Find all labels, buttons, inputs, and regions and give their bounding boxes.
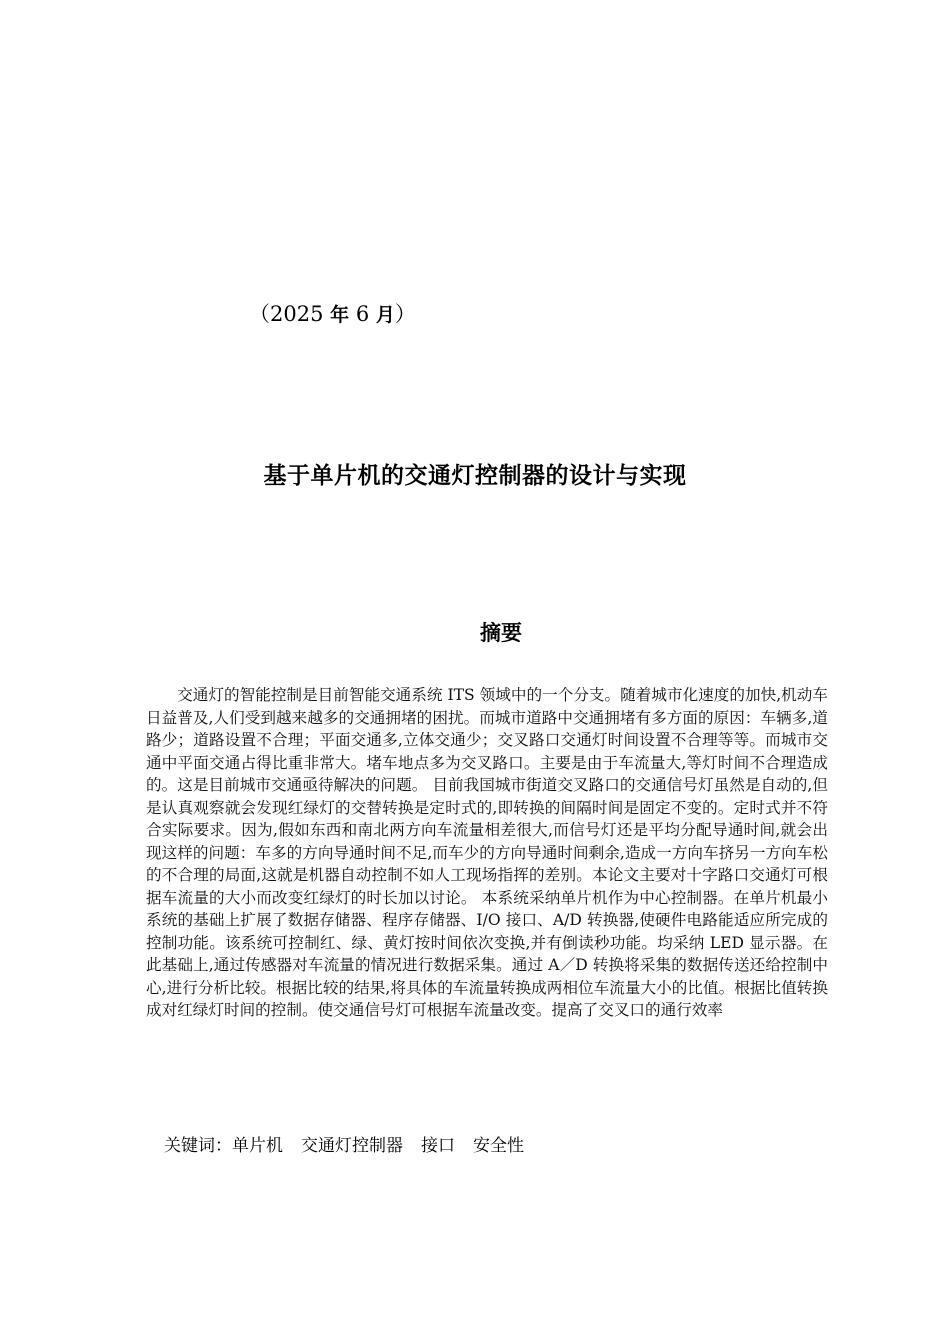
abstract-body: 交通灯的智能控制是目前智能交通系统 ITS 领域中的一个分支。随着城市化速度的加快,机动车日益普及,人们受到越来越多的交通拥堵的困扰。而城市道路中交通拥堵有多方面的原因：车辆多,道路少；道路设置不合理；平面交通多,立体交通少；交叉路口交通灯时间设置不合理等等。而城市交通中平面交通占得比重非常大。堵车地点多为交叉路口。主要是由于车流量大,等灯时间不合理造成的。这是目前城市交通亟待解决的问题。 目前我国城市街道交叉路口的交通信号灯虽然是自动的,但是认真观察就会发现红绿灯的交替转换是定时式的,即转换的间隔时间是固定不变的。定时式并不符合实际要求。因为,假如东西和南北两方向车流量相差很大,而信号灯还是平均分配导通时间,就会出现这样的问题：车多的方向导通时间不足,而车少的方向导通时间剩余,造成一方向车挤另一方向车松的不合理的局面,这就是机器自动控制不如人工现场指挥的差别。本论文主要对十字路口交通灯可根据车流量的大小而改变红绿灯的时长加以讨论。 本系统采纳单片机作为中心控制器。在单片机最小系统的基础上扩展了数据存储器、程序存储器、I/O 接口、A/D 转换器,使硬件电路能适应所完成的控制功能。该系统可控制红、绿、黄灯按时间依次变换,并有倒读秒功能。均采纳 LED 显示器。在此基础上,通过传感器对车流量的情况进行数据采集。通过 A／D 转换将采集的数据传送还给控制中心,进行分析比较。根据比较的结果,将具体的车流量转换成两相位车流量大小的比值。根据比值转换成对红绿灯时间的控制。使交通信号灯可根据车流量改变。提高了交叉口的通行效率: [146, 686, 828, 1019]
keywords-line: [164, 1133, 542, 1159]
date-line: [249, 300, 416, 329]
keywords-label: 关键词：: [164, 1136, 232, 1156]
abstract-heading: 摘要: [480, 621, 522, 645]
date-year-char: 年: [330, 304, 350, 326]
date-month: 6: [355, 302, 370, 326]
date-month-char: 月: [375, 304, 395, 326]
date-year: 2025: [270, 302, 324, 326]
date-open-paren: （: [249, 302, 270, 326]
keyword-item: 单片机: [232, 1136, 283, 1156]
keyword-item: 接口: [421, 1136, 455, 1156]
keyword-item: 安全性: [473, 1136, 524, 1156]
date-close-paren: ）: [394, 302, 416, 326]
document-title: 基于单片机的交通灯控制器的设计与实现: [263, 463, 687, 489]
keyword-item: 交通灯控制器: [301, 1136, 403, 1156]
